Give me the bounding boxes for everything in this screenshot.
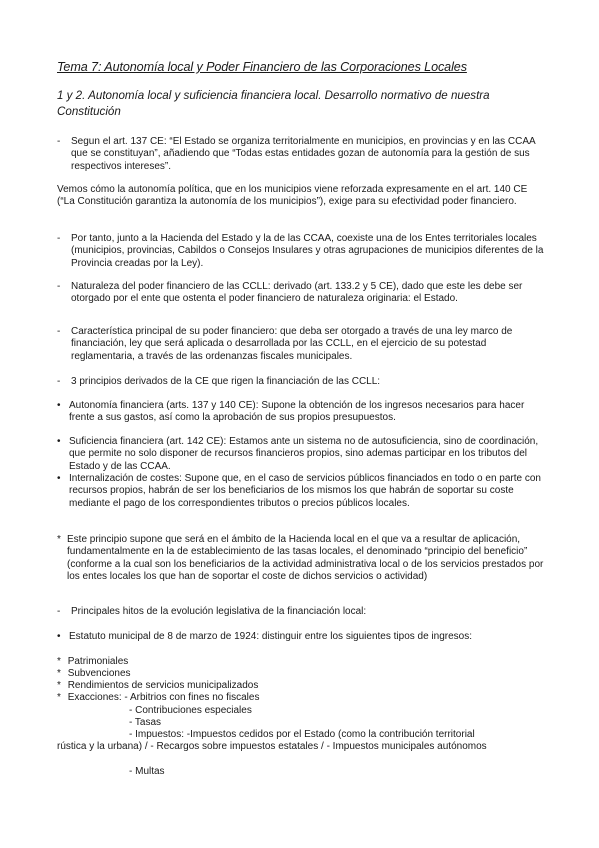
paragraph: Suficiencia financiera (art. 142 CE): Estamos ante un sistema no de autosuficiencia, sino de coordinación, que permite no solo disponer de recursos financieros propios, sino ademas participar en los tributos del Estado y de las CCAA.	[69, 436, 539, 472]
income-type-label: Patrimoniales	[67, 656, 129, 667]
section-heading: 1 y 2. Autonomía local y suficiencia financiera local. Desarrollo normativo de nuestra Constitución	[57, 89, 490, 118]
bullet-marker: •	[57, 631, 61, 642]
paragraph: Principales hitos de la evolución legislativa de la financiación local:	[71, 606, 367, 617]
income-type-label: Rendimientos de servicios municipalizados	[67, 680, 259, 691]
exaccion-item: - Contribuciones especiales	[129, 705, 252, 716]
income-type-item	[57, 656, 128, 668]
bullet-marker: •	[57, 436, 61, 447]
paragraph: Segun el art. 137 CE: “El Estado se organiza territorialmente en municipios, en provincias y en las CCAA que se constituyan”, añadiendo que “Todas estas entidades gozan de autonomía para la gestión de sus respectivos intereses”.	[71, 136, 536, 172]
paragraph: Este principio supone que será en el ámbito de la Hacienda local en el que va a resultar de aplicación, fundamentalmente en la de establecimiento de las tasas locales, el denominado “principio del beneficio” (conforme a la cual son los beneficiarios de la actividad administrativa local o de los servicios prestados por los entes locales los que han de soportar el coste de dichos servicios o actividad)	[67, 534, 544, 582]
dash-marker: -	[57, 606, 61, 617]
paragraph: Característica principal de su poder financiero: que deba ser otorgado a través de una ley marco de financiación, ley que será aplicada o desarrollada por las CCLL, en el ejercicio de su potestad reglamentaria, a través de las ordenanzas fiscales municipales.	[71, 326, 513, 362]
asterisk-marker: *	[57, 680, 61, 691]
bullet-marker: •	[57, 400, 61, 411]
paragraph: Vemos cómo la autonomía política, que en los municipios viene reforzada expresamente en el art. 140 CE (“La Constitución garantiza la autonomía de los municipios”), exige para su efectividad poder financiero.	[57, 184, 528, 208]
paragraph: 3 principios derivados de la CE que rigen la financiación de las CCLL:	[71, 376, 381, 387]
dash-marker: -	[57, 136, 61, 147]
asterisk-marker: *	[57, 692, 61, 703]
paragraph: Estatuto municipal de 8 de marzo de 1924: distinguir entre los siguientes tipos de ingresos:	[69, 631, 473, 642]
exaccion-item: - Multas	[129, 766, 165, 777]
dash-marker: -	[57, 376, 61, 387]
income-type-item	[57, 680, 258, 692]
paragraph: Por tanto, junto a la Hacienda del Estado y la de las CCAA, coexiste una de los Entes territoriales locales (municipios, provincias, Cabildos o Consejos Insulares y otras agrupaciones de municipios diferentes de la Provincia creadas por la Ley).	[71, 233, 544, 269]
income-type-item	[57, 668, 131, 680]
bullet-marker: •	[57, 473, 61, 484]
dash-marker: -	[57, 326, 61, 337]
dash-marker: -	[57, 281, 61, 292]
exaccion-item: - Tasas	[129, 717, 162, 728]
asterisk-marker: *	[57, 534, 61, 545]
paragraph: Internalización de costes: Supone que, en el caso de servicios públicos financiados en todo o en parte con recursos propios, habrán de ser los beneficiarios de los mismos los que habrán de soportar su coste mediante el pago de los correspondientes tributos o precios públicos locales.	[69, 473, 541, 509]
page-title: Tema 7: Autonomía local y Poder Financiero de las Corporaciones Locales	[57, 60, 467, 74]
income-type-item	[57, 692, 259, 704]
exaccion-item-continuation: rústica y la urbana) / - Recargos sobre impuestos estatales / - Impuestos municipales autónomos	[57, 741, 487, 752]
asterisk-marker: *	[57, 668, 61, 679]
paragraph: Autonomía financiera (arts. 137 y 140 CE): Supone la obtención de los ingresos necesarios para hacer frente a sus gastos, así como la aprobación de sus propios presupuestos.	[69, 400, 525, 424]
exaccion-item: - Impuestos: -Impuestos cedidos por el Estado (como la contribución territorial	[129, 729, 475, 740]
income-type-label: Subvenciones	[67, 668, 131, 679]
dash-marker: -	[57, 233, 61, 244]
paragraph: Naturaleza del poder financiero de las CCLL: derivado (art. 133.2 y 5 CE), dado que este les debe ser otorgado por el ente que ostenta el poder financiero de naturaleza originaria: el Estado.	[71, 281, 523, 305]
asterisk-marker: *	[57, 656, 61, 667]
income-type-label: Exacciones: - Arbitrios con fines no fiscales	[67, 692, 260, 703]
